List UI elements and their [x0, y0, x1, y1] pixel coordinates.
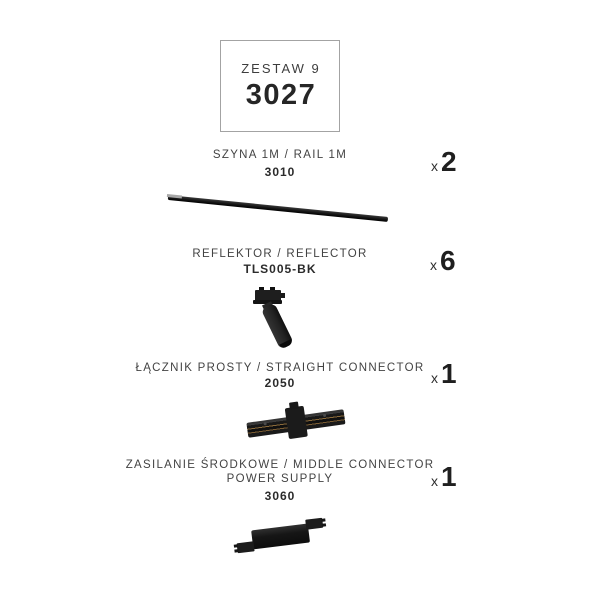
power-supply-body-shape [251, 524, 310, 550]
quantity-multiplier-x: x [430, 257, 437, 273]
power-connector-end-shape [237, 541, 255, 553]
item-1-quantity [431, 148, 457, 176]
item-3-label: ŁĄCZNIK PROSTY / STRAIGHT CONNECTOR [135, 362, 425, 374]
item-2-code: TLS005-BK [243, 262, 317, 276]
connector-prong-shape [322, 523, 326, 526]
spotlight-lens-shape [279, 339, 293, 349]
track-spotlight-image [252, 287, 304, 353]
connector-center-block-shape [285, 406, 308, 439]
item-2-quantity [430, 247, 456, 275]
adapter-lever-shape [281, 293, 285, 298]
rail-bar-shape [168, 195, 388, 221]
connector-prong-shape [321, 518, 325, 521]
power-connector-group-shape [231, 512, 329, 559]
connector-top-tab-shape [289, 402, 299, 410]
item-1-label: SZYNA 1M / RAIL 1M [212, 149, 348, 161]
item-2-label: REFLEKTOR / REFLECTOR [192, 248, 368, 260]
track-rail-image [167, 192, 393, 222]
quantity-value: 1 [441, 461, 457, 492]
connector-prong-shape [234, 549, 238, 552]
item-3-code: 2050 [264, 376, 296, 390]
item-4-label-line2: POWER SUPPLY [226, 473, 334, 485]
kit-header-box [220, 40, 340, 132]
spotlight-cylinder-shape [261, 303, 294, 350]
item-1-code: 3010 [264, 165, 296, 179]
quantity-multiplier-x: x [431, 370, 438, 386]
item-4-quantity [431, 463, 457, 491]
quantity-multiplier-x: x [431, 473, 438, 489]
kit-code: 3027 [245, 78, 317, 111]
straight-connector-image [247, 402, 345, 446]
quantity-value: 2 [441, 146, 457, 177]
connector-group-shape [244, 395, 347, 452]
connector-prong-shape [234, 544, 238, 547]
item-3-quantity [431, 360, 457, 388]
item-4-code: 3060 [264, 489, 296, 503]
item-4-label-line1: ZASILANIE ŚRODKOWE / MIDDLE CONNECTOR [125, 459, 435, 471]
quantity-value: 6 [440, 245, 456, 276]
kit-name: ZESTAW 9 [241, 60, 321, 76]
middle-power-connector-image [233, 518, 327, 554]
quantity-multiplier-x: x [431, 158, 438, 174]
quantity-value: 1 [441, 358, 457, 389]
